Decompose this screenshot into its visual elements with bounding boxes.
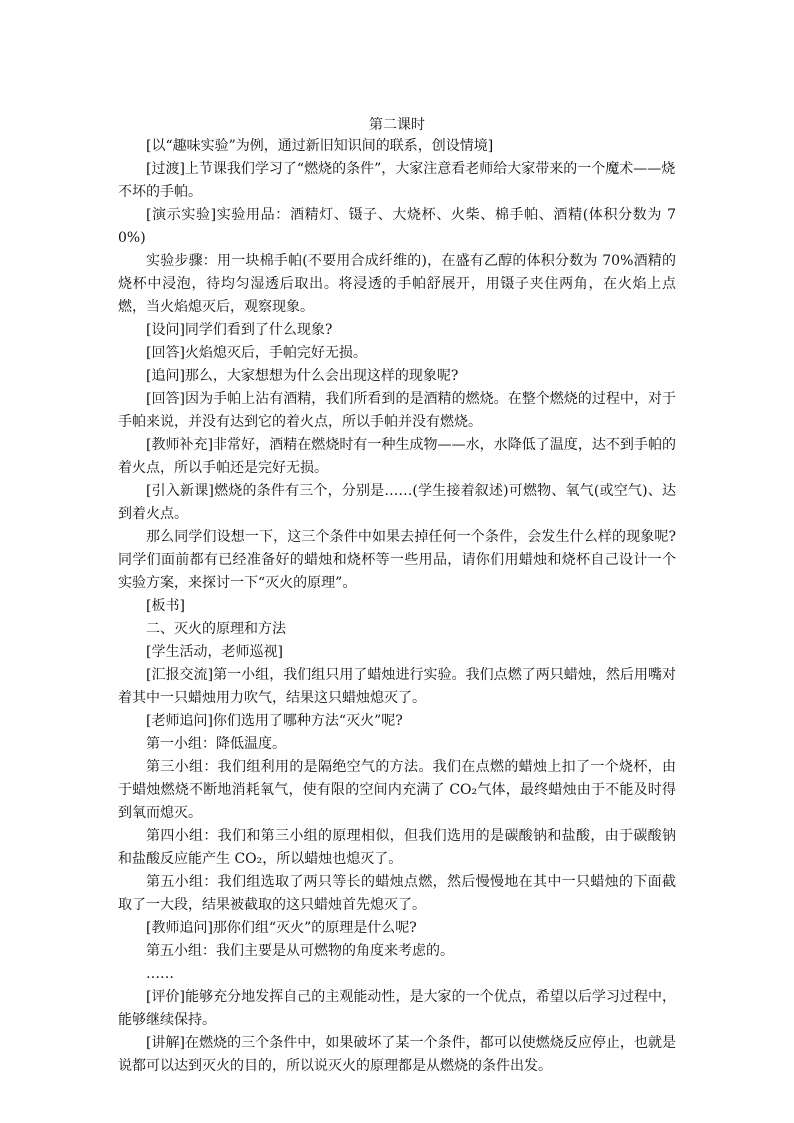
document-page bbox=[118, 114, 676, 1078]
paragraph-question: [设问]同学们看到了什么现象? bbox=[146, 322, 333, 338]
paragraph-answer-2: [回答]因为手帕上沾有酒精，我们所看到的是酒精的燃烧。在整个燃烧的过程中，对于手帕来说，并没有达到它的着火点，所以手帕并没有燃烧。 bbox=[118, 391, 676, 430]
paragraph-teacher-ask-2: [教师追问]那你们组“灭火”的原理是什么呢? bbox=[146, 920, 417, 936]
paragraph-report-group-1: [汇报交流]第一小组，我们组只用了蜡烛进行实验。我们点燃了两只蜡烛，然后用嘴对着其中一只蜡烛用力吹气，结果这只蜡烛熄灭了。 bbox=[118, 667, 676, 706]
section-heading: 二、灭火的原理和方法 bbox=[146, 621, 286, 637]
paragraph-ellipsis: …… bbox=[146, 966, 174, 982]
paragraph-student-activity: [学生活动，老师巡视] bbox=[146, 644, 283, 660]
paragraph-group-5: 第五小组：我们组选取了两只等长的蜡烛点燃，然后慢慢地在其中一只蜡烛的下面截取了一大段，结果被截取的这只蜡烛首先熄灭了。 bbox=[118, 874, 676, 913]
paragraph-follow-up: [追问]那么，大家想想为什么会出现这样的现象呢? bbox=[146, 368, 459, 384]
paragraph-teacher-ask: [老师追问]你们选用了哪种方法“灭火”呢? bbox=[146, 713, 403, 729]
paragraph-transition: [过渡]上节课我们学习了“燃烧的条件”，大家注意看老师给大家带来的一个魔术——烧 bbox=[146, 161, 676, 177]
paragraph-transition-cont: 不坏的手帕。 bbox=[118, 184, 202, 200]
paragraph-group-5-answer: 第五小组：我们主要是从可燃物的角度来考虑的。 bbox=[146, 943, 454, 959]
paragraph-explanation: [讲解]在燃烧的三个条件中，如果破坏了某一个条件，都可以使燃烧反应停止，也就是说都可以达到灭火的目的，所以说灭火的原理都是从燃烧的条件出发。 bbox=[118, 1035, 676, 1074]
paragraph-group-3: 第三小组：我们组利用的是隔绝空气的方法。我们在点燃的蜡烛上扣了一个烧杯，由于蜡烛燃烧不断地消耗氧气，使有限的空间内充满了 CO₂气体，最终蜡烛由于不能及时得到氧而熄灭。 bbox=[118, 759, 676, 821]
paragraph-answer-1: [回答]火焰熄灭后，手帕完好无损。 bbox=[146, 345, 367, 361]
paragraph-teacher-supplement: [教师补充]非常好，酒精在燃烧时有一种生成物——水，水降低了温度，达不到手帕的着火点，所以手帕还是完好无损。 bbox=[118, 437, 676, 476]
paragraph-group-4: 第四小组：我们和第三小组的原理相似，但我们选用的是碳酸钠和盐酸，由于碳酸钠和盐酸反应能产生 CO₂，所以蜡烛也熄灭了。 bbox=[118, 828, 676, 867]
paragraph-evaluation: [评价]能够充分地发挥自己的主观能动性，是大家的一个优点，希望以后学习过程中，能够继续保持。 bbox=[118, 989, 676, 1028]
paragraph-group-1: 第一小组：降低温度。 bbox=[146, 736, 286, 752]
paragraph-demo-materials: [演示实验]实验用品：酒精灯、镊子、大烧杯、火柴、棉手帕、酒精(体积分数为 70%) bbox=[118, 207, 676, 246]
paragraph-demo-steps: 实验步骤：用一块棉手帕(不要用合成纤维的)，在盛有乙醇的体积分数为 70%酒精的烧杯中浸泡，待均匀湿透后取出。将浸透的手帕舒展开，用镊子夹住两角，在火焰上点燃，当火焰熄灭后，观察现象。 bbox=[118, 253, 676, 315]
page-title: 第二课时 bbox=[369, 117, 425, 133]
paragraph-new-lesson: [引入新课]燃烧的条件有三个，分别是……(学生接着叙述)可燃物、氧气(或空气)、达到着火点。 bbox=[118, 483, 676, 522]
paragraph-design-experiment: 那么同学们设想一下，这三个条件中如果去掉任何一个条件，会发生什么样的现象呢?同学们面前都有已经准备好的蜡烛和烧杯等一些用品，请你们用蜡烛和烧杯自己设计一个实验方案，来探讨一下“灭火的原理”。 bbox=[118, 529, 676, 591]
paragraph-intro: [以“趣味实验”为例，通过新旧知识间的联系，创设情境] bbox=[146, 138, 494, 154]
paragraph-blackboard: [板书] bbox=[146, 598, 185, 614]
